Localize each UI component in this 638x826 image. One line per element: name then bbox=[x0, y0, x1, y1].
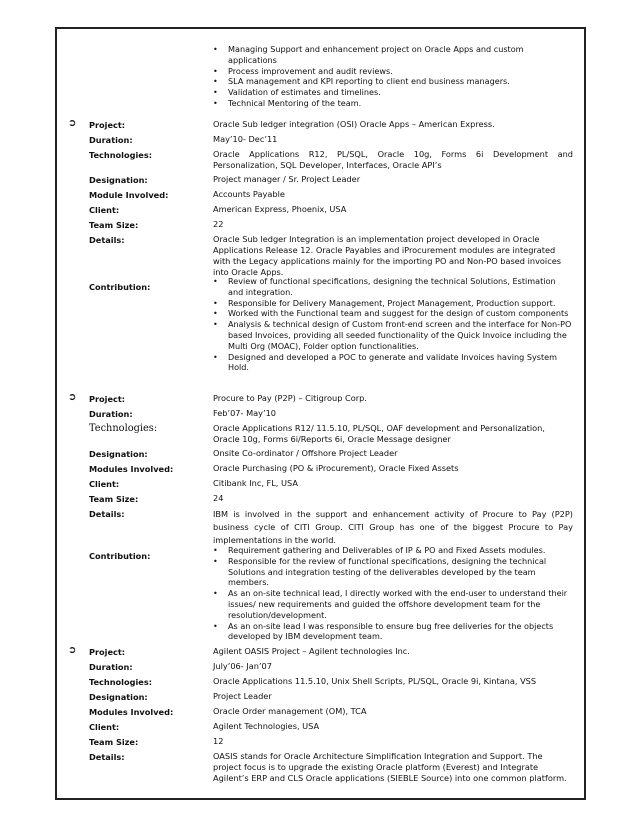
client-value: Citibank Inc, FL, USA bbox=[213, 478, 298, 488]
list-item: • Process improvement and audit reviews. bbox=[0, 66, 638, 77]
designation-label: Designation: bbox=[89, 449, 148, 459]
list-item: • Responsible for Delivery Management, Project Management, Production support. bbox=[0, 298, 638, 309]
designation-label: Designation: bbox=[89, 692, 148, 702]
module-value: Oracle Order management (OM), TCA bbox=[213, 706, 367, 716]
list-item: • SLA management and KPI reporting to client end business managers. bbox=[0, 76, 638, 87]
client-label: Client: bbox=[89, 479, 120, 489]
arrow-bullet-icon: ➲ bbox=[68, 645, 77, 656]
duration-label: Duration: bbox=[89, 135, 133, 145]
details-label: Details: bbox=[89, 752, 125, 762]
list-item: • Worked with the Functional team and suggest for the design of custom components bbox=[0, 308, 638, 319]
list-item: • Requirement gathering and Deliverables of IP & PO and Fixed Assets modules. bbox=[0, 545, 638, 556]
top-bullet-list bbox=[0, 44, 638, 109]
technologies-label: Technologies: bbox=[89, 423, 158, 434]
technologies-value: Oracle Applications R12, PL/SQL, Oracle 10g, Forms 6i Development and Personalization, SQL Developer, Interfaces, Oracle API’s bbox=[213, 149, 573, 170]
duration-value: July’06- Jan’07 bbox=[213, 661, 272, 671]
project-label: Project: bbox=[89, 647, 126, 657]
module-label: Modules Involved: bbox=[89, 707, 174, 717]
team-size-label: Team Size: bbox=[89, 494, 139, 504]
list-item: • Managing Support and enhancement project on Oracle Apps and custom applications bbox=[0, 44, 638, 66]
module-value: Accounts Payable bbox=[213, 189, 285, 199]
project-block-p2p bbox=[0, 393, 638, 562]
team-size-value: 12 bbox=[213, 736, 224, 746]
technologies-label: Technologies: bbox=[89, 677, 152, 687]
duration-value: May’10- Dec’11 bbox=[213, 134, 278, 144]
duration-label: Duration: bbox=[89, 662, 133, 672]
project-name: Procure to Pay (P2P) – Citigroup Corp. bbox=[213, 393, 367, 403]
designation-label: Designation: bbox=[89, 175, 148, 185]
client-label: Client: bbox=[89, 722, 120, 732]
details-value: Oracle Sub ledger Integration is an implementation project developed in Oracle Applications Release 12. Oracle Payables and iProcurement modules are integrated with the Legacy applications mainly for the importing PO and Non-PO based invoices into Oracle Apps. bbox=[213, 234, 562, 277]
details-value: IBM is involved in the support and enhancement activity of Procure to Pay (P2P) business cycle of CITI Group. CITI Group has one of the biggest Procure to Pay implementations in the world. bbox=[213, 509, 573, 545]
arrow-bullet-icon: ➲ bbox=[68, 118, 77, 129]
list-item: • As an on-site technical lead, I directly worked with the end-user to understand their issues/ new requirements and guided the offshore development team for the resolution/development. bbox=[0, 588, 638, 620]
technologies-value: Oracle Applications 11.5.10, Unix Shell Scripts, PL/SQL, Oracle 9i, Kintana, VSS bbox=[213, 676, 537, 686]
list-item: • Validation of estimates and timelines. bbox=[0, 87, 638, 98]
designation-value: Onsite Co-ordinator / Offshore Project Leader bbox=[213, 448, 398, 458]
list-item: • Analysis & technical design of Custom front-end screen and the interface for Non-PO based Invoices, providing all seeded functionality of the Quick Invoice including the Multi Org (MOAC), Folder option functionalities. bbox=[0, 319, 638, 351]
contribution-label: Contribution: bbox=[89, 282, 151, 292]
list-item: • As an on-site lead I was responsible to ensure bug free deliveries for the objects developed by IBM development team. bbox=[0, 621, 638, 643]
designation-value: Project Leader bbox=[213, 691, 272, 701]
team-size-label: Team Size: bbox=[89, 737, 139, 747]
list-item: • Responsible for the review of functional specifications, designing the technical Solutions and integration testing of the deliverables developed by the team members. bbox=[0, 556, 638, 588]
project-block-osi bbox=[0, 119, 638, 293]
module-value: Oracle Purchasing (PO & iProcurement), Oracle Fixed Assets bbox=[213, 463, 459, 473]
contribution-list-osi bbox=[0, 276, 638, 373]
technologies-value: Oracle Applications R12/ 11.5.10, PL/SQL, OAF development and Personalization, Oracle 10g, Forms 6i/Reports 6i, Oracle Message designer bbox=[213, 423, 545, 444]
list-item: • Review of functional specifications, designing the technical Solutions, Estimation and integration. bbox=[0, 276, 638, 298]
client-value: Agilent Technologies, USA bbox=[213, 721, 320, 731]
duration-label: Duration: bbox=[89, 409, 133, 419]
team-size-value: 24 bbox=[213, 493, 224, 503]
list-item: • Technical Mentoring of the team. bbox=[0, 98, 638, 109]
module-label: Module Involved: bbox=[89, 190, 169, 200]
project-name: Oracle Sub ledger integration (OSI) Oracle Apps – American Express. bbox=[213, 119, 495, 129]
project-name: Agilent OASIS Project – Agilent technologies Inc. bbox=[213, 646, 410, 656]
designation-value: Project manager / Sr. Project Leader bbox=[213, 174, 361, 184]
team-size-label: Team Size: bbox=[89, 220, 139, 230]
duration-value: Feb’07- May’10 bbox=[213, 408, 277, 418]
details-label: Details: bbox=[89, 235, 125, 245]
project-label: Project: bbox=[89, 120, 126, 130]
details-value: OASIS stands for Oracle Architecture Simplification Integration and Support. The project focus is to upgrade the existing Oracle platform (Everest) and Integrate Agilent’s ERP and CLS Oracle applications (SIEBLE Source) into one common platform. bbox=[213, 751, 567, 783]
client-value: American Express, Phoenix, USA bbox=[213, 204, 347, 214]
module-label: Modules Involved: bbox=[89, 464, 174, 474]
contribution-label: Contribution: bbox=[89, 551, 151, 561]
team-size-value: 22 bbox=[213, 219, 224, 229]
list-item: • Designed and developed a POC to generate and validate Invoices having System Hold. bbox=[0, 352, 638, 374]
project-block-oasis bbox=[0, 646, 638, 784]
details-label: Details: bbox=[89, 509, 125, 519]
client-label: Client: bbox=[89, 205, 120, 215]
contribution-list-p2p bbox=[0, 545, 638, 642]
technologies-label: Technologies: bbox=[89, 150, 152, 160]
project-label: Project: bbox=[89, 394, 126, 404]
arrow-bullet-icon: ➲ bbox=[68, 392, 77, 403]
